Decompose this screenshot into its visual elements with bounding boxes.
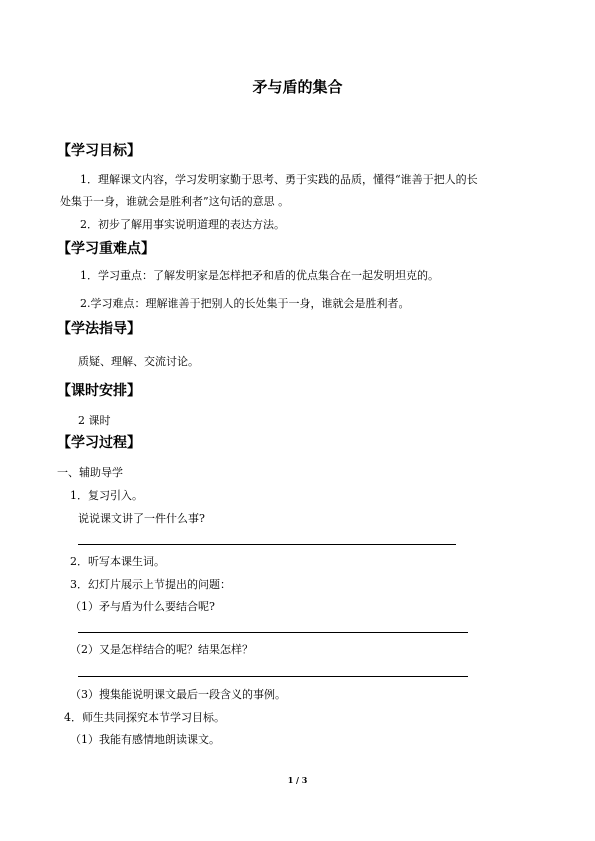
process-question-3: （3）搜集能说明课文最后一段含义的事例。	[70, 688, 286, 701]
page-number: 1 / 3	[287, 775, 308, 785]
process-step-1-question: 说说课文讲了一件什么事?	[78, 512, 205, 525]
process-step-1: 1．复习引入。	[70, 489, 143, 502]
answer-line-2	[78, 632, 468, 633]
goals-item-1-line-2: 处集于一身，谁就会是胜利者”这句话的意思 。	[60, 195, 290, 208]
heading-process: 【学习过程】	[57, 435, 141, 451]
key-points-item-1: 1．学习重点：了解发明家是怎样把矛和盾的优点集合在一起发明坦克的。	[80, 269, 439, 282]
goals-item-2: 2．初步了解用事实说明道理的表达方法。	[80, 218, 285, 231]
answer-line-1	[78, 544, 456, 545]
key-points-item-2: 2.学习难点：理解谁善于把别人的长处集于一身，谁就会是胜利者。	[80, 297, 410, 310]
goals-item-1-line-1: 1．理解课文内容，学习发明家勤于思考、勇于实践的品质，懂得“谁善于把人的长	[80, 173, 478, 186]
page-title: 矛与盾的集合	[252, 78, 343, 96]
heading-goals: 【学习目标】	[57, 143, 141, 159]
heading-key-points: 【学习重难点】	[57, 241, 155, 257]
answer-line-3	[78, 676, 468, 677]
heading-method: 【学法指导】	[57, 321, 141, 337]
schedule-text: 2 课时	[78, 414, 111, 427]
heading-schedule: 【课时安排】	[57, 383, 141, 399]
process-part-1: 一、辅助导学	[57, 466, 123, 479]
method-text: 质疑、理解、交流讨论。	[78, 355, 199, 368]
process-question-2: （2）又是怎样结合的呢？结果怎样？	[70, 643, 253, 656]
process-question-1: （1）矛与盾为什么要结合呢?	[70, 600, 215, 613]
process-step-2: 2．听写本课生词。	[70, 555, 165, 568]
process-step-3: 3．幻灯片展示上节提出的问题：	[70, 578, 231, 591]
process-step-4-item-1: （1）我能有感情地朗读课文。	[70, 733, 220, 746]
process-step-4: 4．师生共同探究本节学习目标。	[64, 711, 225, 724]
